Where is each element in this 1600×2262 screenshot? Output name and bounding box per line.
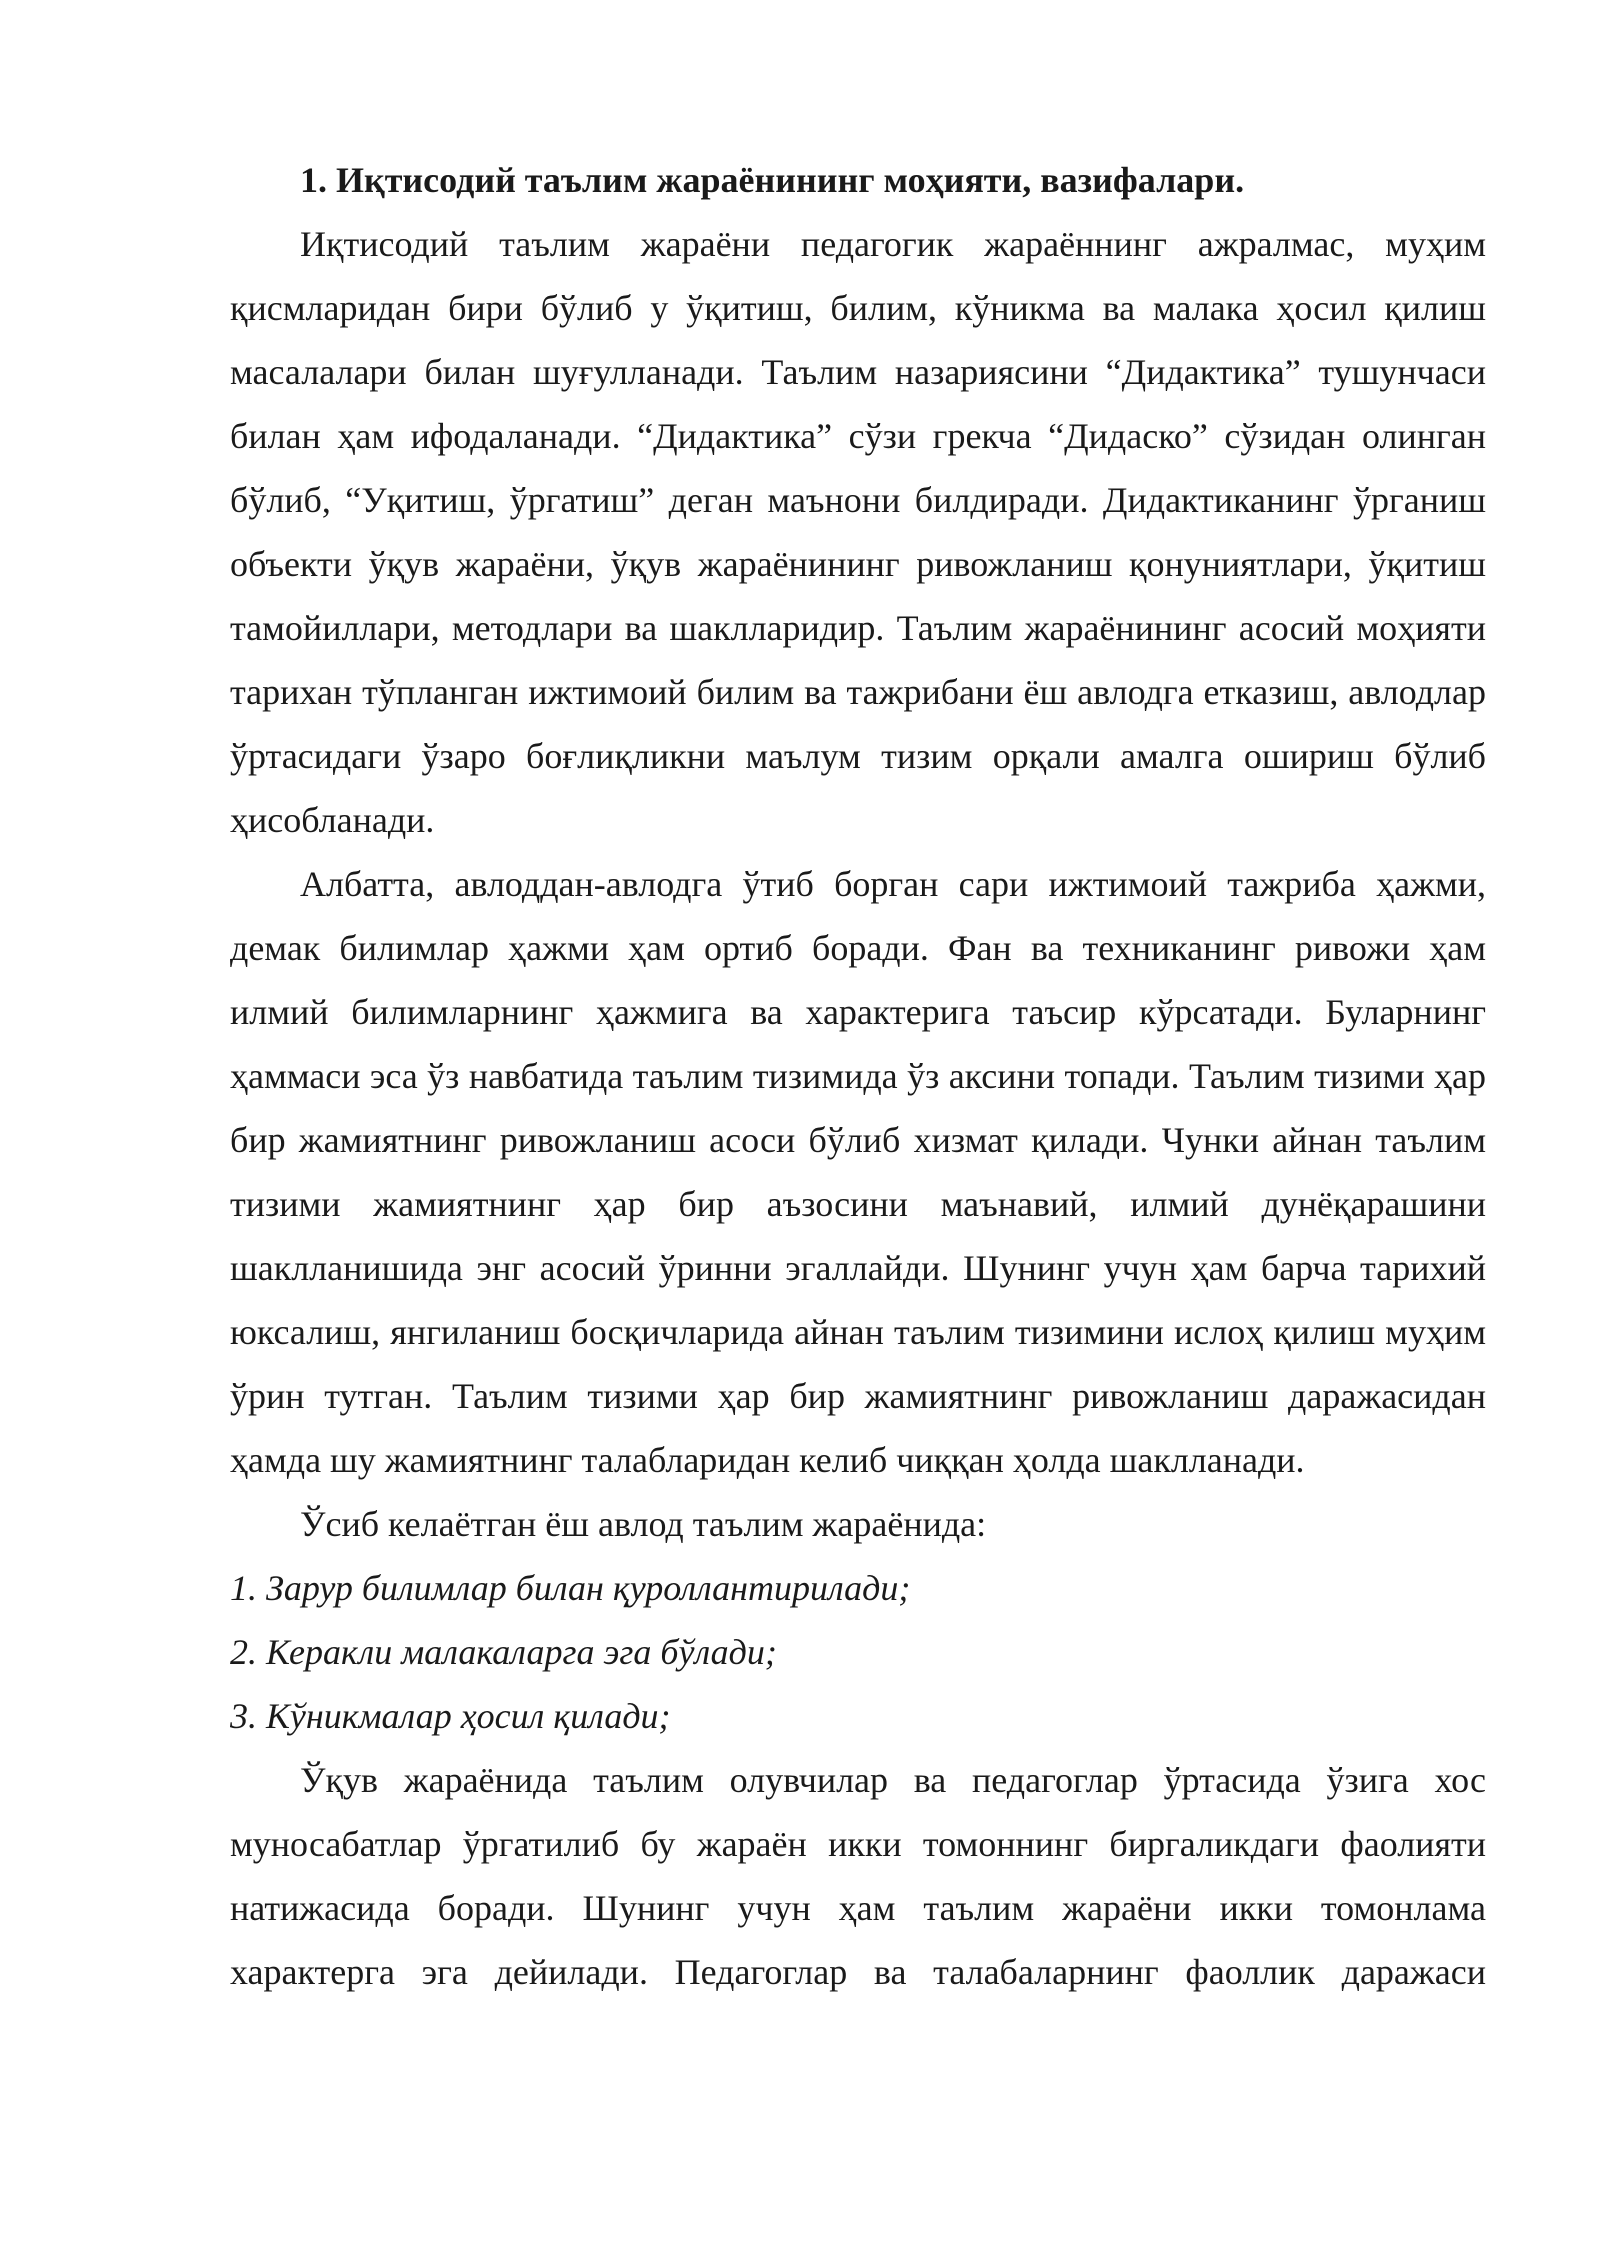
list-item-1: 1. Зарур билимлар билан қуроллантирилади; (230, 1568, 911, 1608)
list-item-3: 3. Кўникмалар ҳосил қилади; (230, 1696, 671, 1736)
paragraph-generations: Албатта, авлоддан-авлодга ўтиб борган сари ижтимоий тажриба ҳажми, демак билимлар ҳажми ҳам ортиб боради. Фан ва техниканинг ривожи ҳам илмий билимларнинг ҳажмига ва характерига таъсир кўрсатади. Буларнинг ҳаммаси эса ўз навбатида таълим тизимида ўз аксини топади. Таълим тизими ҳар бир жамиятнинг ривожланиш асоси бўлиб хизмат қилади. Чунки айнан таълим тизими жамиятнинг ҳар бир аъзосини маънавий, илмий дунёқарашини шаклланишида энг асосий ўринни эгаллайди. Шунинг учун ҳам барча тарихий юксалиш, янгиланиш босқичларида айнан таълим тизимини ислоҳ қилиш муҳим ўрин тутган. Таълим тизими ҳар бир жамиятнинг ривожланиш даражасидан ҳамда шу жамиятнинг талабларидан келиб чиққан ҳолда шаклланади. (230, 864, 1486, 1480)
paragraph-list-intro: Ўсиб келаётган ёш авлод таълим жараёнида: (300, 1504, 987, 1544)
list-item-2: 2. Керакли малакаларга эга бўлади; (230, 1632, 777, 1672)
document-page (230, 148, 1486, 2004)
paragraph-didactics: Иқтисодий таълим жараёни педагогик жараённинг ажралмас, муҳим қисмларидан бири бўлиб у ўқитиш, билим, кўникма ва малака ҳосил қилиш масалалари билан шуғулланади. Таълим назариясини “Дидактика” тушунчаси билан ҳам ифодаланади. “Дидактика” сўзи грекча “Дидаско” сўзидан олинган бўлиб, “Уқитиш, ўргатиш” деган маънони билдиради. Дидактиканинг ўрганиш объекти ўқув жараёни, ўқув жараёнининг ривожланиш қонуниятлари, ўқитиш тамойиллари, методлари ва шаклларидир. Таълим жараёнининг асосий моҳияти тарихан тўпланган ижтимоий билим ва тажрибани ёш авлодга етказиш, авлодлар ўртасидаги ўзаро боғлиқликни маълум тизим орқали амалга ошириш бўлиб ҳисобланади. (230, 224, 1486, 840)
section-heading: 1. Иқтисодий таълим жараёнининг моҳияти, вазифалари. (300, 160, 1245, 200)
paragraph-learning-process: Ўқув жараёнида таълим олувчилар ва педагоглар ўртасида ўзига хос муносабатлар ўргатилиб бу жараён икки томоннинг биргаликдаги фаолияти натижасида боради. Шунинг учун ҳам таълим жараёни икки томонлама характерга эга дейилади. Педагоглар ва талабаларнинг фаоллик даражаси (230, 1760, 1486, 1992)
